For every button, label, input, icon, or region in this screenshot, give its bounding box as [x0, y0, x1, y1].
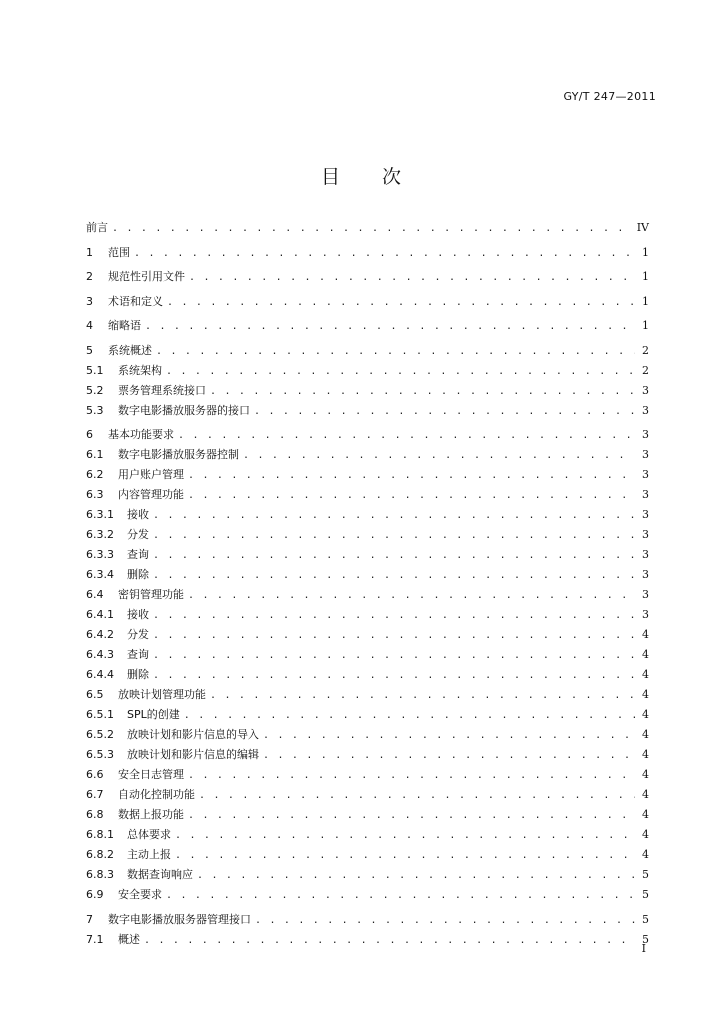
toc-leader-dots	[153, 527, 635, 545]
toc-entry-title: 系统概述	[108, 343, 152, 357]
toc-entry[interactable]	[86, 361, 649, 381]
toc-leader-dots	[188, 487, 635, 505]
toc-entry-number: 6	[86, 428, 93, 441]
toc-entry[interactable]	[86, 645, 649, 665]
toc-entry-page: 3	[642, 448, 649, 461]
toc-entry-number: 4	[86, 319, 93, 332]
toc-leader-dots	[167, 294, 635, 312]
toc-leader-dots	[156, 343, 635, 361]
toc-entry-page: 4	[642, 828, 649, 841]
toc-entry[interactable]	[86, 625, 649, 645]
toc-entry[interactable]	[86, 565, 649, 585]
toc-entry[interactable]	[86, 485, 649, 505]
toc-entry[interactable]	[86, 705, 649, 725]
toc-entry-page: 1	[642, 319, 649, 332]
toc-entry-title: 数字电影播放服务器的接口	[118, 403, 250, 417]
toc-entry-page: 1	[642, 245, 649, 259]
toc-entry-title: 总体要求	[127, 828, 171, 841]
toc-entry[interactable]	[86, 218, 649, 238]
toc-entry-number: 6.9	[86, 888, 104, 901]
toc-entry[interactable]	[86, 885, 649, 905]
toc-leader-dots	[112, 220, 633, 238]
toc-entry-number: 5.2	[86, 383, 104, 397]
toc-entry-title: 自动化控制功能	[118, 788, 195, 801]
toc-leader-dots	[153, 627, 635, 645]
toc-entry-title: 数据上报功能	[118, 808, 184, 821]
toc-entry-number: 5.3	[86, 403, 104, 417]
toc-entry-page: 2	[642, 343, 649, 357]
toc-leader-dots	[189, 269, 635, 287]
toc-leader-dots	[188, 767, 635, 785]
toc-entry-page: 4	[642, 748, 649, 761]
toc-entry-title: 放映计划管理功能	[118, 688, 206, 701]
toc-entry-number: 6.8.2	[86, 848, 114, 861]
toc-entry-number: 6.3.4	[86, 568, 114, 581]
toc-entry-number: 6.2	[86, 468, 104, 481]
toc-entry-page: 3	[642, 548, 649, 561]
toc-entry-page: 4	[642, 688, 649, 701]
toc-entry-title: 票务管理系统接口	[118, 383, 206, 397]
toc-entry-page: 3	[642, 508, 649, 521]
toc-leader-dots	[188, 587, 635, 605]
toc-entry-title: 数据查询响应	[127, 868, 193, 881]
toc-leader-dots	[184, 707, 635, 725]
toc-entry-number: 1	[86, 245, 93, 259]
toc-entry-page: IV	[636, 221, 649, 234]
toc-entry[interactable]	[86, 505, 649, 525]
toc-leader-dots	[166, 363, 635, 381]
toc-entry[interactable]	[86, 243, 649, 263]
toc-entry-page: 3	[642, 403, 649, 417]
toc-entry-title: 安全日志管理	[118, 768, 184, 781]
toc-leader-dots	[188, 467, 635, 485]
toc-entry-number: 6.4.1	[86, 608, 114, 621]
toc-entry-number: 6.8	[86, 808, 104, 821]
toc-leader-dots	[153, 647, 635, 665]
toc-entry-number: 3	[86, 294, 93, 308]
toc-entry-title: 查询	[127, 648, 149, 661]
toc-entry[interactable]	[86, 267, 649, 287]
toc-leader-dots	[188, 807, 635, 825]
toc-leader-dots	[199, 787, 635, 805]
toc-entry-page: 3	[642, 488, 649, 501]
toc-entry-page: 4	[642, 708, 649, 721]
toc-entry-page: 1	[642, 294, 649, 308]
toc-entry-number: 6.5.3	[86, 748, 114, 761]
toc-entry-title: 查询	[127, 548, 149, 561]
table-of-contents	[86, 218, 649, 950]
toc-leader-dots	[178, 427, 635, 445]
toc-entry-page: 3	[642, 468, 649, 481]
title-char-2: 次	[382, 166, 404, 188]
toc-entry-number: 6.4.2	[86, 628, 114, 641]
toc-entry[interactable]	[86, 545, 649, 565]
toc-entry-number: 6.3	[86, 488, 104, 501]
toc-entry[interactable]	[86, 381, 649, 401]
toc-entry-number: 2	[86, 270, 93, 283]
toc-entry-number: 6.5.2	[86, 728, 114, 741]
toc-entry-title: 主动上报	[127, 848, 171, 861]
toc-entry-title: 放映计划和影片信息的导入	[127, 728, 259, 741]
toc-entry-page: 2	[642, 363, 649, 377]
toc-entry-number: 6.4.3	[86, 648, 114, 661]
toc-entry-number: 6.4	[86, 588, 104, 601]
toc-entry[interactable]	[86, 685, 649, 705]
toc-entry-page: 3	[642, 528, 649, 541]
standard-code: GY/T 247—2011	[563, 90, 656, 103]
toc-entry-title: 范围	[108, 245, 130, 259]
toc-entry[interactable]	[86, 765, 649, 785]
toc-entry[interactable]	[86, 805, 649, 825]
toc-leader-dots	[153, 667, 635, 685]
toc-entry-number: 6.5.1	[86, 708, 114, 721]
toc-entry[interactable]	[86, 665, 649, 685]
toc-entry-page: 4	[642, 808, 649, 821]
toc-entry[interactable]	[86, 845, 649, 865]
toc-entry[interactable]	[86, 341, 649, 361]
toc-entry[interactable]	[86, 525, 649, 545]
toc-entry-title: 删除	[127, 568, 149, 581]
toc-entry-title: 系统架构	[118, 363, 162, 377]
toc-entry-number: 6.8.3	[86, 868, 114, 881]
toc-leader-dots	[134, 245, 635, 263]
toc-entry-number: 6.3.2	[86, 528, 114, 541]
toc-entry-title: 接收	[127, 608, 149, 621]
toc-leader-dots	[263, 747, 635, 765]
toc-entry-number: 7.1	[86, 932, 104, 946]
toc-leader-dots	[255, 912, 635, 930]
toc-entry-title: 密钥管理功能	[118, 588, 184, 601]
page-title	[0, 162, 724, 189]
toc-entry-title: 基本功能要求	[108, 428, 174, 441]
toc-leader-dots	[210, 687, 635, 705]
toc-entry[interactable]	[86, 465, 649, 485]
toc-entry-title: 安全要求	[118, 888, 162, 901]
toc-entry-title: 数字电影播放服务器控制	[118, 448, 239, 461]
toc-entry[interactable]	[86, 292, 649, 312]
toc-entry[interactable]	[86, 865, 649, 885]
toc-leader-dots	[153, 567, 635, 585]
toc-entry-page: 4	[642, 728, 649, 741]
toc-entry-title: 数字电影播放服务器管理接口	[108, 912, 251, 926]
toc-leader-dots	[197, 867, 635, 885]
toc-entry-title: 内容管理功能	[118, 488, 184, 501]
toc-entry-number: 6.3.3	[86, 548, 114, 561]
toc-leader-dots	[144, 932, 635, 950]
toc-entry-page: 3	[642, 383, 649, 397]
toc-entry-page: 4	[642, 768, 649, 781]
toc-entry-page: 4	[642, 648, 649, 661]
toc-entry-page: 5	[642, 888, 649, 901]
toc-leader-dots	[210, 383, 635, 401]
toc-entry-title: 规范性引用文件	[108, 270, 185, 283]
toc-entry[interactable]	[86, 316, 649, 336]
toc-entry[interactable]	[86, 910, 649, 930]
toc-entry-title: 删除	[127, 668, 149, 681]
toc-entry-title: 放映计划和影片信息的编辑	[127, 748, 259, 761]
toc-entry[interactable]	[86, 725, 649, 745]
toc-entry-title: 缩略语	[108, 319, 141, 332]
toc-leader-dots	[166, 887, 635, 905]
toc-entry[interactable]	[86, 825, 649, 845]
footer-page-number: I	[641, 942, 646, 955]
toc-entry-number: 6.6	[86, 768, 104, 781]
toc-entry-number: 5.1	[86, 363, 104, 377]
toc-entry-page: 3	[642, 608, 649, 621]
toc-entry-page: 3	[642, 428, 649, 441]
toc-entry[interactable]	[86, 585, 649, 605]
toc-entry-page: 5	[642, 868, 649, 881]
toc-entry-page: 4	[642, 668, 649, 681]
toc-entry-title: 概述	[118, 932, 140, 946]
toc-entry[interactable]	[86, 401, 649, 421]
toc-entry[interactable]	[86, 445, 649, 465]
toc-leader-dots	[254, 403, 635, 421]
toc-entry-page: 4	[642, 628, 649, 641]
toc-leader-dots	[153, 507, 635, 525]
toc-entry-title: 分发	[127, 528, 149, 541]
toc-entry[interactable]	[86, 785, 649, 805]
toc-entry-page: 4	[642, 788, 649, 801]
toc-entry-number: 6.5	[86, 688, 104, 701]
toc-leader-dots	[175, 847, 635, 865]
toc-entry-page: 5	[642, 912, 649, 926]
toc-entry-number: 6.1	[86, 448, 104, 461]
toc-entry-title: 术语和定义	[108, 294, 163, 308]
toc-entry-page: 3	[642, 568, 649, 581]
toc-leader-dots	[263, 727, 635, 745]
toc-leader-dots	[153, 607, 635, 625]
toc-entry-page: 4	[642, 848, 649, 861]
toc-entry-number: 7	[86, 912, 93, 926]
toc-leader-dots	[145, 318, 635, 336]
toc-entry[interactable]	[86, 930, 649, 950]
toc-leader-dots	[243, 447, 635, 465]
toc-entry-number: 6.7	[86, 788, 104, 801]
toc-entry-title: 接收	[127, 508, 149, 521]
toc-entry-title: 分发	[127, 628, 149, 641]
toc-entry-title: SPL的创建	[127, 708, 180, 721]
toc-entry-title: 前言	[86, 221, 108, 234]
toc-entry-number: 6.8.1	[86, 828, 114, 841]
toc-entry-page: 1	[642, 270, 649, 283]
toc-entry-number: 6.3.1	[86, 508, 114, 521]
toc-entry[interactable]	[86, 425, 649, 445]
toc-entry[interactable]	[86, 745, 649, 765]
toc-entry-page: 3	[642, 588, 649, 601]
title-char-1: 目	[320, 166, 342, 188]
toc-entry[interactable]	[86, 605, 649, 625]
toc-entry-title: 用户账户管理	[118, 468, 184, 481]
toc-leader-dots	[153, 547, 635, 565]
toc-entry-page: 5	[642, 932, 649, 946]
toc-leader-dots	[175, 827, 635, 845]
toc-entry-number: 6.4.4	[86, 668, 114, 681]
toc-entry-number: 5	[86, 343, 93, 357]
